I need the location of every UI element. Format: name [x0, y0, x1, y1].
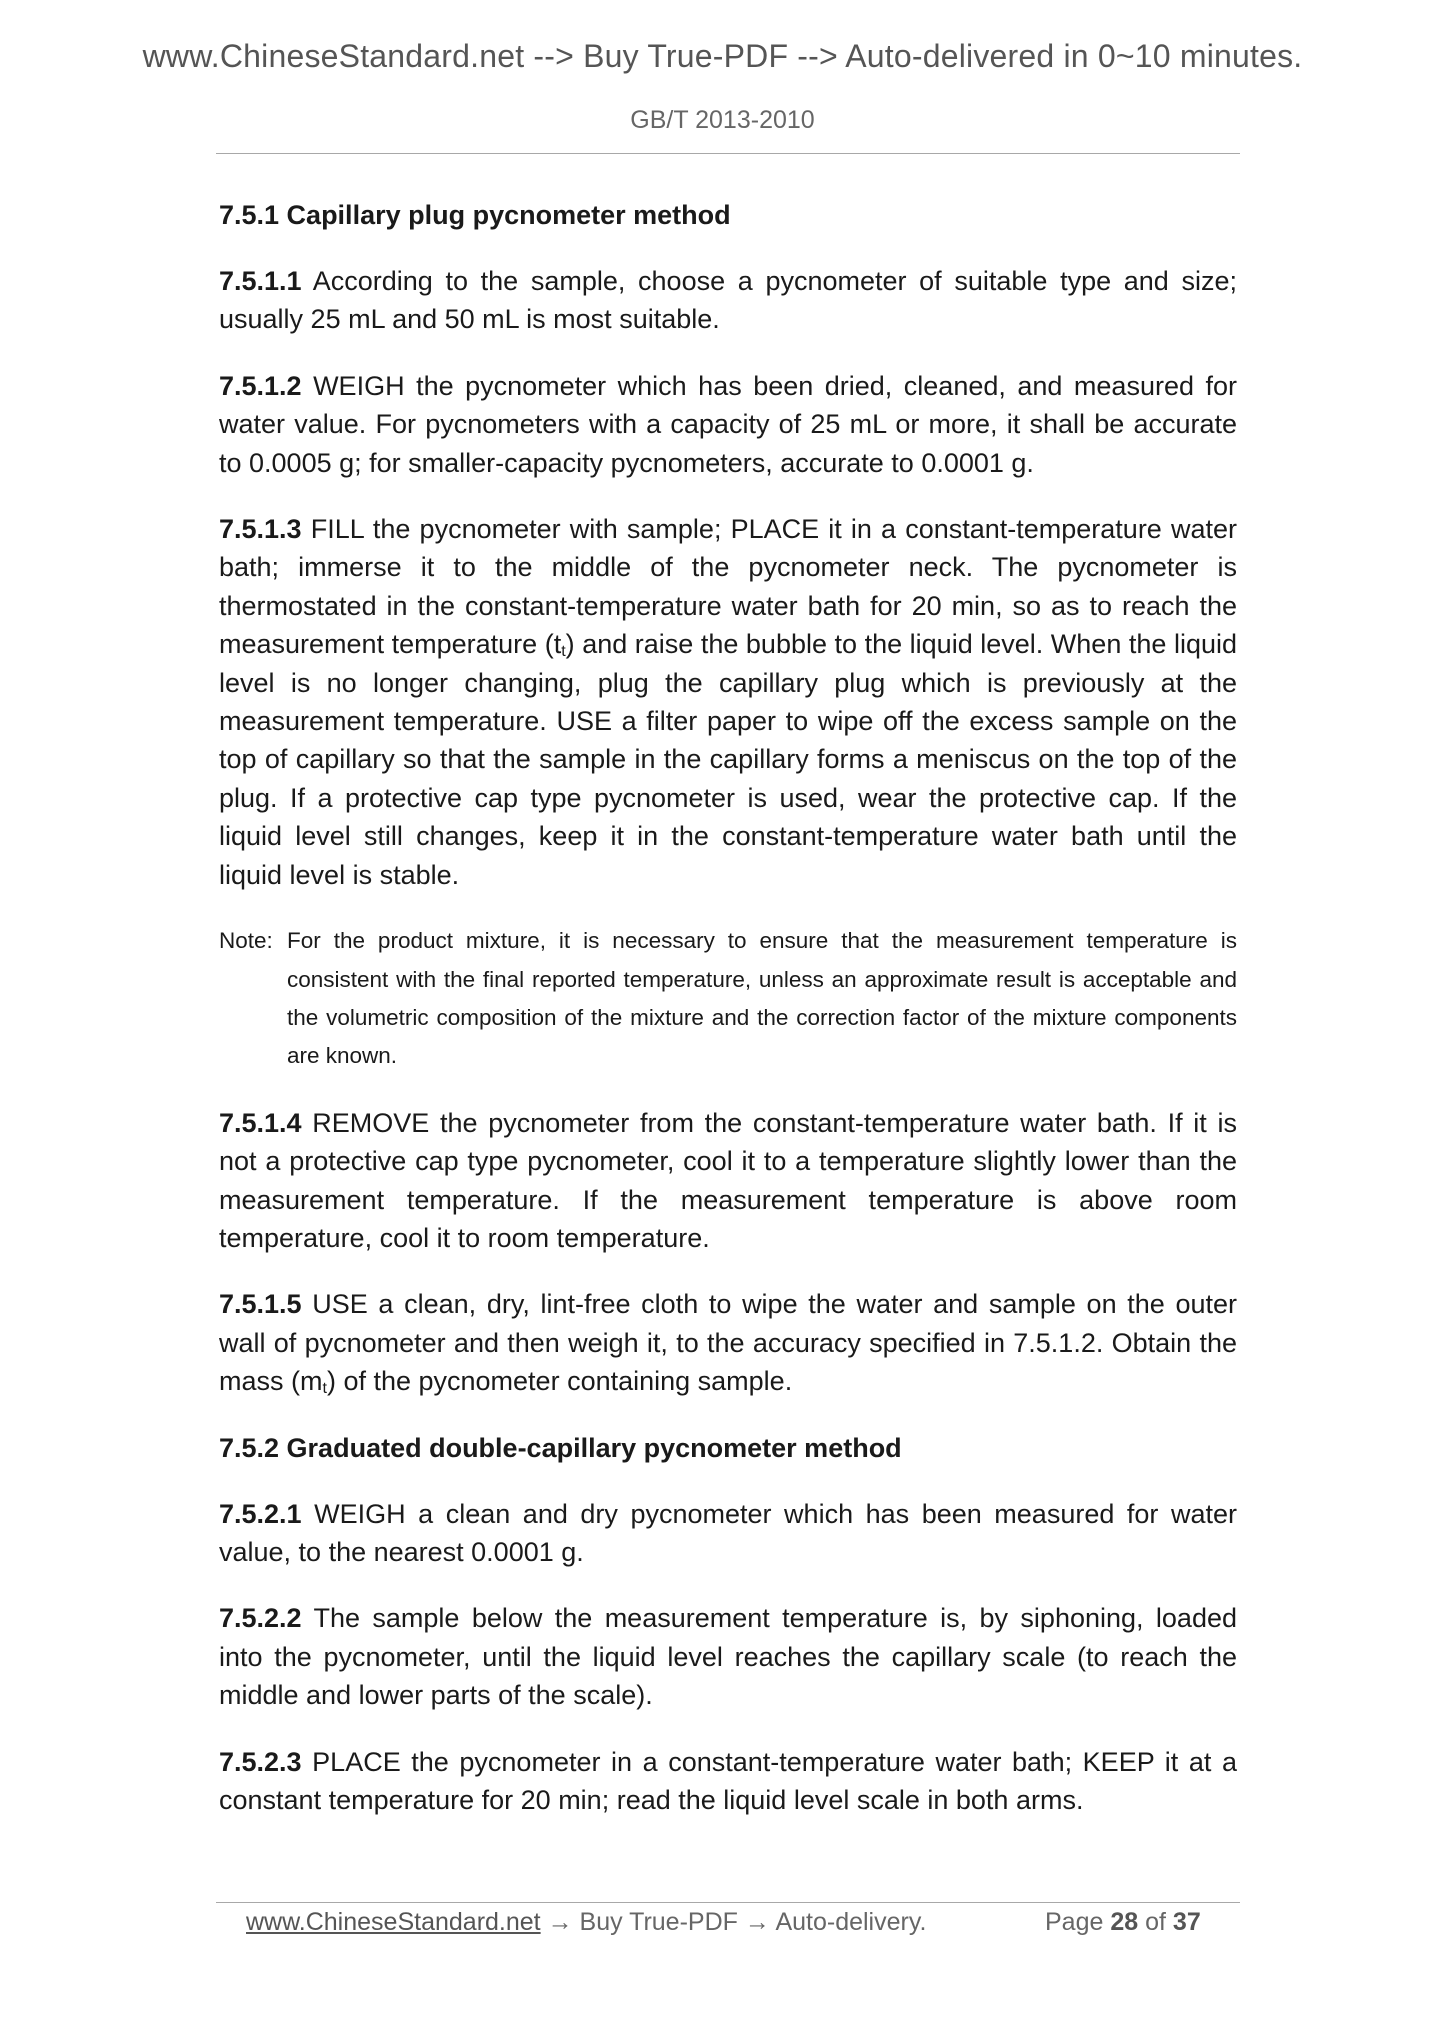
footer-site-link[interactable]: www.ChineseStandard.net — [246, 1908, 541, 1936]
clause-number: 7.5.2.3 — [219, 1746, 302, 1777]
paragraph-7-5-2-2 — [219, 1599, 1237, 1714]
clause-text: FILL the pycnometer with sample; PLACE it in a constant-temperature water bath; immerse it to the middle of the pycnometer neck. The pycnometer is thermostated in the constant-temperature water bath for 20 min, so as to reach the measurement temperature (t — [219, 514, 1237, 660]
paragraph-7-5-1-2 — [219, 367, 1237, 482]
clause-text-continued: ) of the pycnometer containing sample. — [326, 1366, 793, 1397]
clause-text: PLACE the pycnometer in a constant-temperature water bath; KEEP it at a constant temperature for 20 min; read the liquid level scale in both arms. — [219, 1746, 1237, 1815]
paragraph-7-5-2-3 — [219, 1743, 1237, 1820]
document-body — [219, 196, 1237, 1847]
clause-number: 7.5.2.1 — [219, 1498, 302, 1529]
page-label: Page — [1045, 1908, 1104, 1936]
note-label: Note: — [219, 928, 273, 954]
paragraph-7-5-1-4 — [219, 1104, 1237, 1258]
clause-number: 7.5.1.2 — [219, 370, 302, 401]
paragraph-7-5-1-5 — [219, 1285, 1237, 1400]
page-total: 37 — [1172, 1908, 1201, 1936]
subscript: t — [561, 643, 566, 661]
standard-code: GB/T 2013-2010 — [630, 106, 815, 134]
top-banner[interactable]: www.ChineseStandard.net --> Buy True-PDF --> Auto-delivered in 0~10 minutes. — [142, 38, 1303, 74]
note-block — [219, 922, 1237, 1076]
page-indicator — [1045, 1908, 1201, 1937]
clause-number: 7.5.2.2 — [219, 1603, 302, 1634]
arrow-icon: → — [547, 1908, 573, 1936]
clause-text: The sample below the measurement temperature is, by siphoning, loaded into the pycnometer, until the liquid level reaches the capillary scale (to reach the middle and lower parts of the scale). — [219, 1603, 1237, 1711]
of-label: of — [1145, 1908, 1166, 1936]
clause-text-continued: ) and raise the bubble to the liquid level. When the liquid level is no longer changing, plug the capillary plug which is previously at the measurement temperature. USE a filter paper to wipe off the excess sample on the top of capillary so that the sample in the capillary forms a meniscus on the top of the plug. If a protective cap type pycnometer is used, wear the protective cap. If the liquid level still changes, keep it in the constant-temperature water bath until the liquid level is stable. — [219, 629, 1237, 890]
paragraph-7-5-1-3 — [219, 510, 1237, 894]
paragraph-7-5-1-1 — [219, 262, 1237, 339]
subscript: t — [322, 1380, 327, 1398]
page-number: 28 — [1110, 1908, 1139, 1936]
section-heading-7-5-1: 7.5.1 Capillary plug pycnometer method — [219, 200, 731, 230]
footer-auto-text: Auto-delivery. — [775, 1908, 927, 1936]
footer-links — [246, 1908, 926, 1937]
header-divider — [216, 153, 1240, 154]
clause-number: 7.5.1.3 — [219, 514, 302, 545]
note-text: For the product mixture, it is necessary to ensure that the measurement temperature is consistent with the final reported temperature, unless an approximate result is acceptable and the volumetric composition of the mixture and the correction factor of the mixture components are known. — [287, 928, 1237, 1069]
clause-number: 7.5.1.1 — [219, 266, 302, 296]
footer-divider — [216, 1902, 1240, 1903]
clause-text: According to the sample, choose a pycnometer of suitable type and size; usually 25 mL and 50 mL is most suitable. — [219, 266, 1237, 335]
footer-buy-text: Buy True-PDF — [579, 1908, 738, 1936]
clause-text: USE a clean, dry, lint-free cloth to wipe the water and sample on the outer wall of pycnometer and then weigh it, to the accuracy specified in 7.5.1.2. Obtain the mass (m — [219, 1289, 1237, 1397]
clause-text: WEIGH a clean and dry pycnometer which has been measured for water value, to the nearest 0.0001 g. — [219, 1498, 1237, 1567]
arrow-icon: → — [744, 1908, 770, 1936]
paragraph-7-5-2-1 — [219, 1495, 1237, 1572]
clause-text: REMOVE the pycnometer from the constant-temperature water bath. If it is not a protective cap type pycnometer, cool it to a temperature slightly lower than the measurement temperature. If the measurement temperature is above room temperature, cool it to room temperature. — [219, 1107, 1237, 1253]
clause-number: 7.5.1.5 — [219, 1289, 302, 1320]
section-heading-7-5-2: 7.5.2 Graduated double-capillary pycnometer method — [219, 1432, 902, 1463]
clause-number: 7.5.1.4 — [219, 1107, 302, 1138]
clause-text: WEIGH the pycnometer which has been dried, cleaned, and measured for water value. For pycnometers with a capacity of 25 mL or more, it shall be accurate to 0.0005 g; for smaller-capacity pycnometers, accurate to 0.0001 g. — [219, 370, 1237, 478]
